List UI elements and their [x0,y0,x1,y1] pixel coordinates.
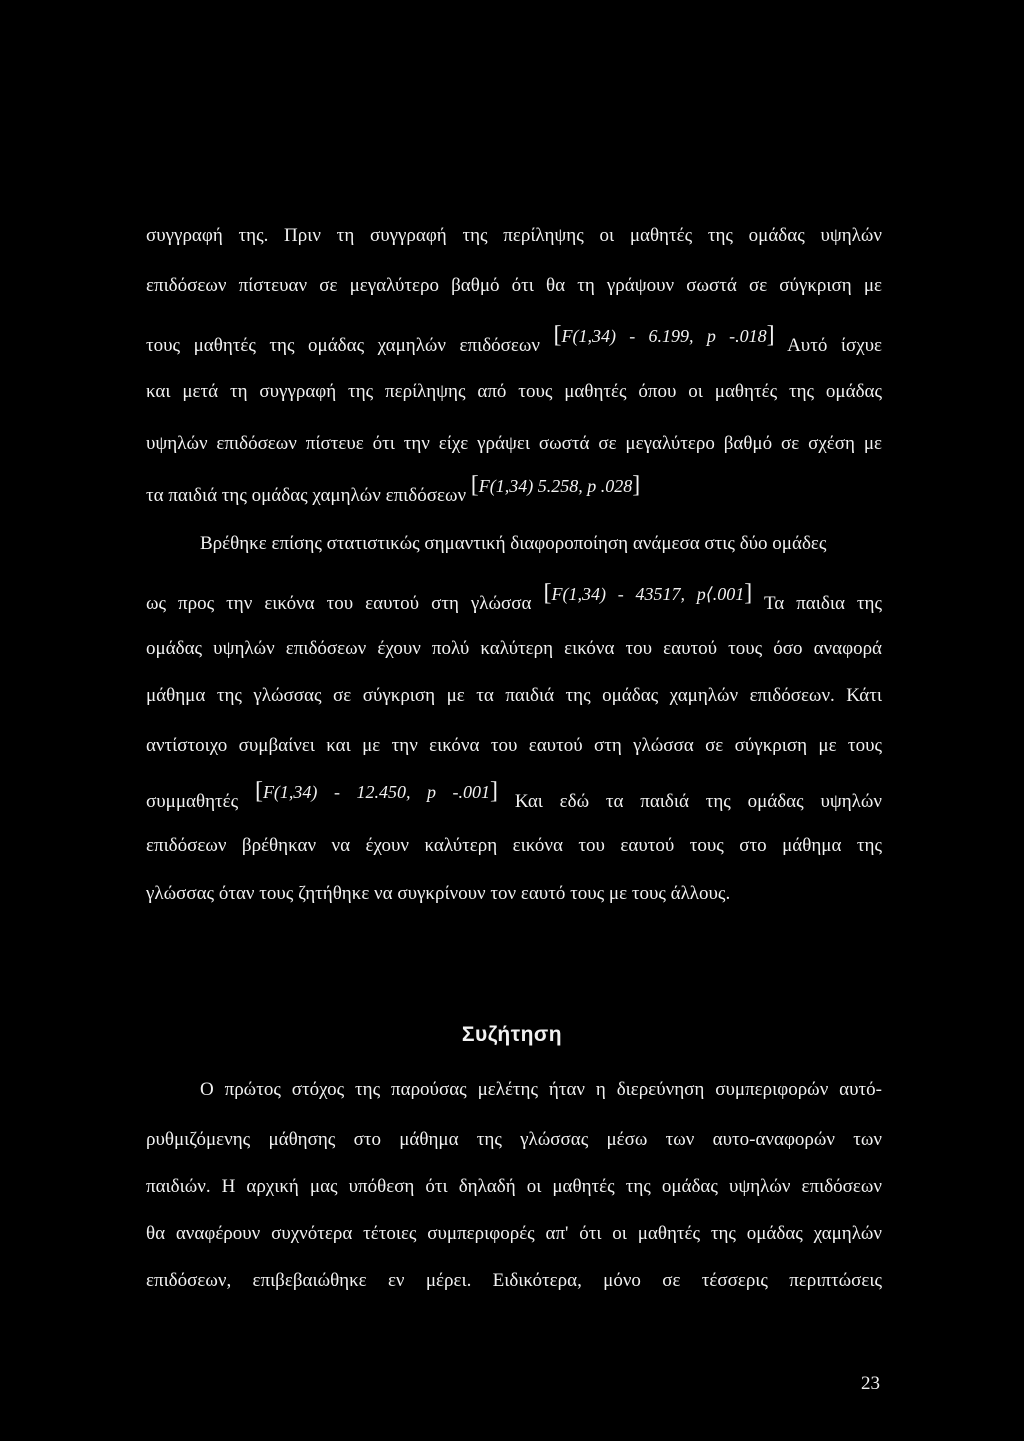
text-line: Βρέθηκε επίσης στατιστικώς σημαντική διαφοροποίηση ανάμεσα στις δύο ομάδες [200,533,827,554]
page-number: 23 [861,1373,880,1394]
text-line: επιδόσεων, επιβεβαιώθηκε εν μέρει. Ειδικότερα, μόνο σε τέσσερις περιπτώσεις [146,1270,882,1291]
text-line: υψηλών επιδόσεων πίστευε ότι την είχε γράψει σωστά σε μεγαλύτερο βαθμό σε σχέση με [146,433,882,454]
statistic: [F(1,34) 5.258, p .028] [470,472,641,498]
text-fragment: τους μαθητές της ομάδας χαμηλών επιδόσεων [146,335,540,356]
text-fragment: ως προς την εικόνα του εαυτού στη γλώσσα [146,593,532,614]
text-line-with-statistic [146,322,883,358]
text-fragment: συμμαθητές [146,791,239,812]
text-line: συγγραφή της. Πριν τη συγγραφή της περίληψης οι μαθητές της ομάδας υψηλών [146,225,882,246]
text-line: μάθημα της γλώσσας σε σύγκριση με τα παιδιά της ομάδας χαμηλών επιδόσεων. Κάτι [146,685,882,706]
text-fragment: Και εδώ τα παιδιά της ομάδας υψηλών [514,791,882,812]
statistic: [F(1,34) - 12.450, p -.001] [254,778,499,804]
text-line: επιδόσεων βρέθηκαν να έχουν καλύτερη εικόνα του εαυτού τους στο μάθημα της [146,835,882,856]
text-fragment: Τα παιδια της [763,593,883,614]
statistic: [F(1,34) - 43517, p⟨.001] [543,580,753,606]
section-heading: Συζήτηση [461,1023,563,1046]
text-line-with-statistic [146,778,882,814]
text-line: Ο πρώτος στόχος της παρούσας μελέτης ήταν η διερεύνηση συμπεριφορών αυτό- [200,1079,882,1100]
text-line: αντίστοιχο συμβαίνει και με την εικόνα του εαυτού στη γλώσσα σε σύγκριση με τους [146,735,882,756]
text-fragment: Αυτό ίσχυε [787,335,883,356]
text-line-with-statistic [146,580,883,616]
text-line: παιδιών. Η αρχική μας υπόθεση ότι δηλαδή οι μαθητές της ομάδας υψηλών επιδόσεων [146,1176,882,1197]
text-line: ομάδας υψηλών επιδόσεων έχουν πολύ καλύτερη εικόνα του εαυτού τους όσο αναφορά [146,638,882,659]
text-line: γλώσσας όταν τους ζητήθηκε να συγκρίνουν τον εαυτό τους με τους άλλους. [146,883,731,904]
text-line-with-statistic [146,472,641,508]
text-fragment: τα παιδιά της ομάδας χαμηλών επιδόσεων [146,485,467,506]
text-line: θα αναφέρουν συχνότερα τέτοιες συμπεριφορές απ' ότι οι μαθητές της ομάδας χαμηλών [146,1223,882,1244]
text-line: ρυθμιζόμενης μάθησης στο μάθημα της γλώσσας μέσω των αυτο-αναφορών των [146,1129,882,1150]
text-line: και μετά τη συγγραφή της περίληψης από τους μαθητές όπου οι μαθητές της ομάδας [146,381,882,402]
text-line: επιδόσεων πίστευαν σε μεγαλύτερο βαθμό ότι θα τη γράψουν σωστά σε σύγκριση με [146,275,882,296]
statistic: [F(1,34) - 6.199, p -.018] [553,322,775,348]
